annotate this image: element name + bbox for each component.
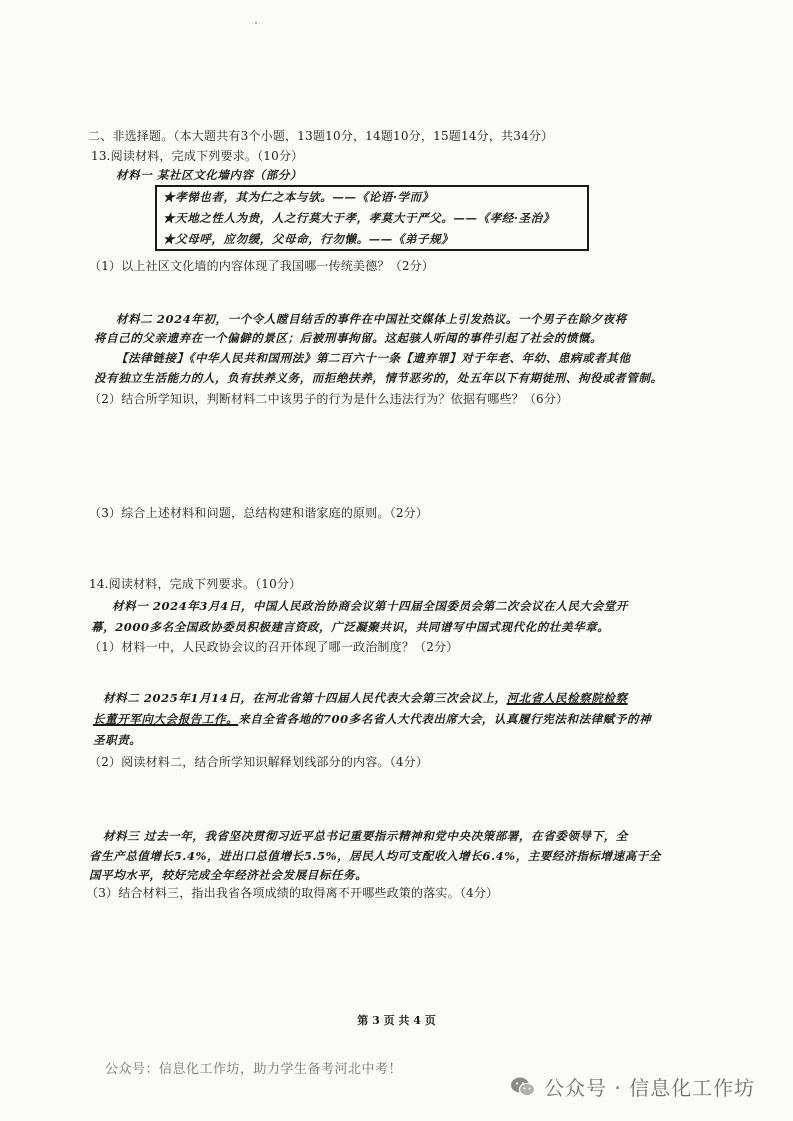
q14-material3-line: 材料三 过去一年，我省坚决贯彻习近平总书记重要指示精神和党中央决策部署，在省委领导下，全	[103, 829, 628, 843]
q14-material1-line: 材料一 2024年3月4日，中国人民政治协商会议第十四届全国委员会第二次会议在人民大会堂开	[112, 599, 629, 613]
q14-material2-prefix: 材料二 2025年1月14日，在河北省第十四届人民代表大会第三次会议上，	[103, 691, 507, 705]
q14-material2-line2	[93, 711, 651, 727]
q14-title: 14.阅读材料，完成下列要求。（10分）	[89, 577, 302, 591]
q14-material3-line: 省生产总值增长5.4%，进出口总值增长5.5%，居民人均可支配收入增长6.4%，主要经济指标增速高于全	[89, 849, 661, 863]
page-number: 第 3 页 共 4 页	[357, 1014, 436, 1027]
q13-material2-line: 将自己的父亲遗弃在一个偏僻的景区；后被刑事拘留。这起骇人听闻的事件引起了社会的愤慨。	[94, 331, 603, 345]
q14-material2-rest: 来自全省各地的700多名省人大代表出席大会，认真履行宪法和法律赋予的神	[238, 712, 652, 726]
q13-sub2: （2）结合所学知识，判断材料二中该男子的行为是什么违法行为？依据有哪些？（6分）	[89, 392, 569, 406]
q13-material2-line: 【法律链接】《中华人民共和国刑法》第二百六十一条【遗弃罪】对于年老、年幼、患病或者其他	[116, 351, 631, 365]
watermark	[510, 1072, 755, 1101]
q14-material2-line1	[103, 690, 628, 706]
q14-material3-line: 国平均水平，较好完成全年经济社会发展目标任务。	[89, 868, 368, 882]
q14-material1-line: 幕，2000多名全国政协委员积极建言资政，广泛凝聚共识，共同谱写中国式现代化的壮美华章。	[91, 620, 610, 634]
scan-speck	[255, 22, 257, 24]
q13-sub1: （1）以上社区文化墙的内容体现了我国哪一传统美德？（2分）	[89, 259, 435, 273]
q13-material2-line: 没有独立生活能力的人，负有扶养义务，而拒绝扶养，情节恶劣的，处五年以下有期徒刑、拘役或者管制。	[94, 371, 663, 385]
q14-sub3: （3）结合材料三，指出我省各项成绩的取得离不开哪些政策的落实。（4分）	[86, 886, 499, 900]
q14-material2-line3: 圣职责。	[93, 733, 142, 747]
quote-line: ★孝悌也者，其为仁之本与欤。——《论语·学而》	[163, 190, 434, 204]
q13-material1-label: 材料一 某社区文化墙内容（部分）	[116, 168, 303, 182]
wechat-icon	[510, 1076, 536, 1098]
q14-sub1: （1）材料一中，人民政协会议的召开体现了哪一政治制度？（2分）	[89, 640, 459, 654]
q13-material2-line: 材料二 2024年初，一个令人瞠目结舌的事件在中国社交媒体上引发热议。一个男子在除夕夜将	[116, 312, 627, 326]
q13-title: 13.阅读材料，完成下列要求。（10分）	[91, 149, 304, 163]
watermark-text: 公众号 · 信息化工作坊	[544, 1076, 756, 1100]
quote-line: ★父母呼，应勿缓，父母命，行勿懒。——《弟子规》	[163, 232, 454, 246]
q14-material2-underlined-part: 长董开军向大会报告工作。	[93, 712, 239, 726]
q13-sub3: （3）综合上述材料和问题，总结构建和谐家庭的原则。（2分）	[89, 506, 429, 520]
q14-sub2: （2）阅读材料二，结合所学知识解释划线部分的内容。（4分）	[89, 755, 429, 769]
quote-line: ★天地之性人为贵，人之行莫大于孝，孝莫大于严父。——《孝经·圣治》	[163, 211, 555, 225]
section-heading: 二、非选择题。（本大题共有3个小题，13题10分，14题10分，15题14分，共34分）	[88, 129, 554, 143]
footer-note: 公众号：信息化工作坊，助力学生备考河北中考！	[105, 1062, 403, 1077]
q14-material2-underlined-part: 河北省人民检察院检察	[506, 691, 628, 705]
